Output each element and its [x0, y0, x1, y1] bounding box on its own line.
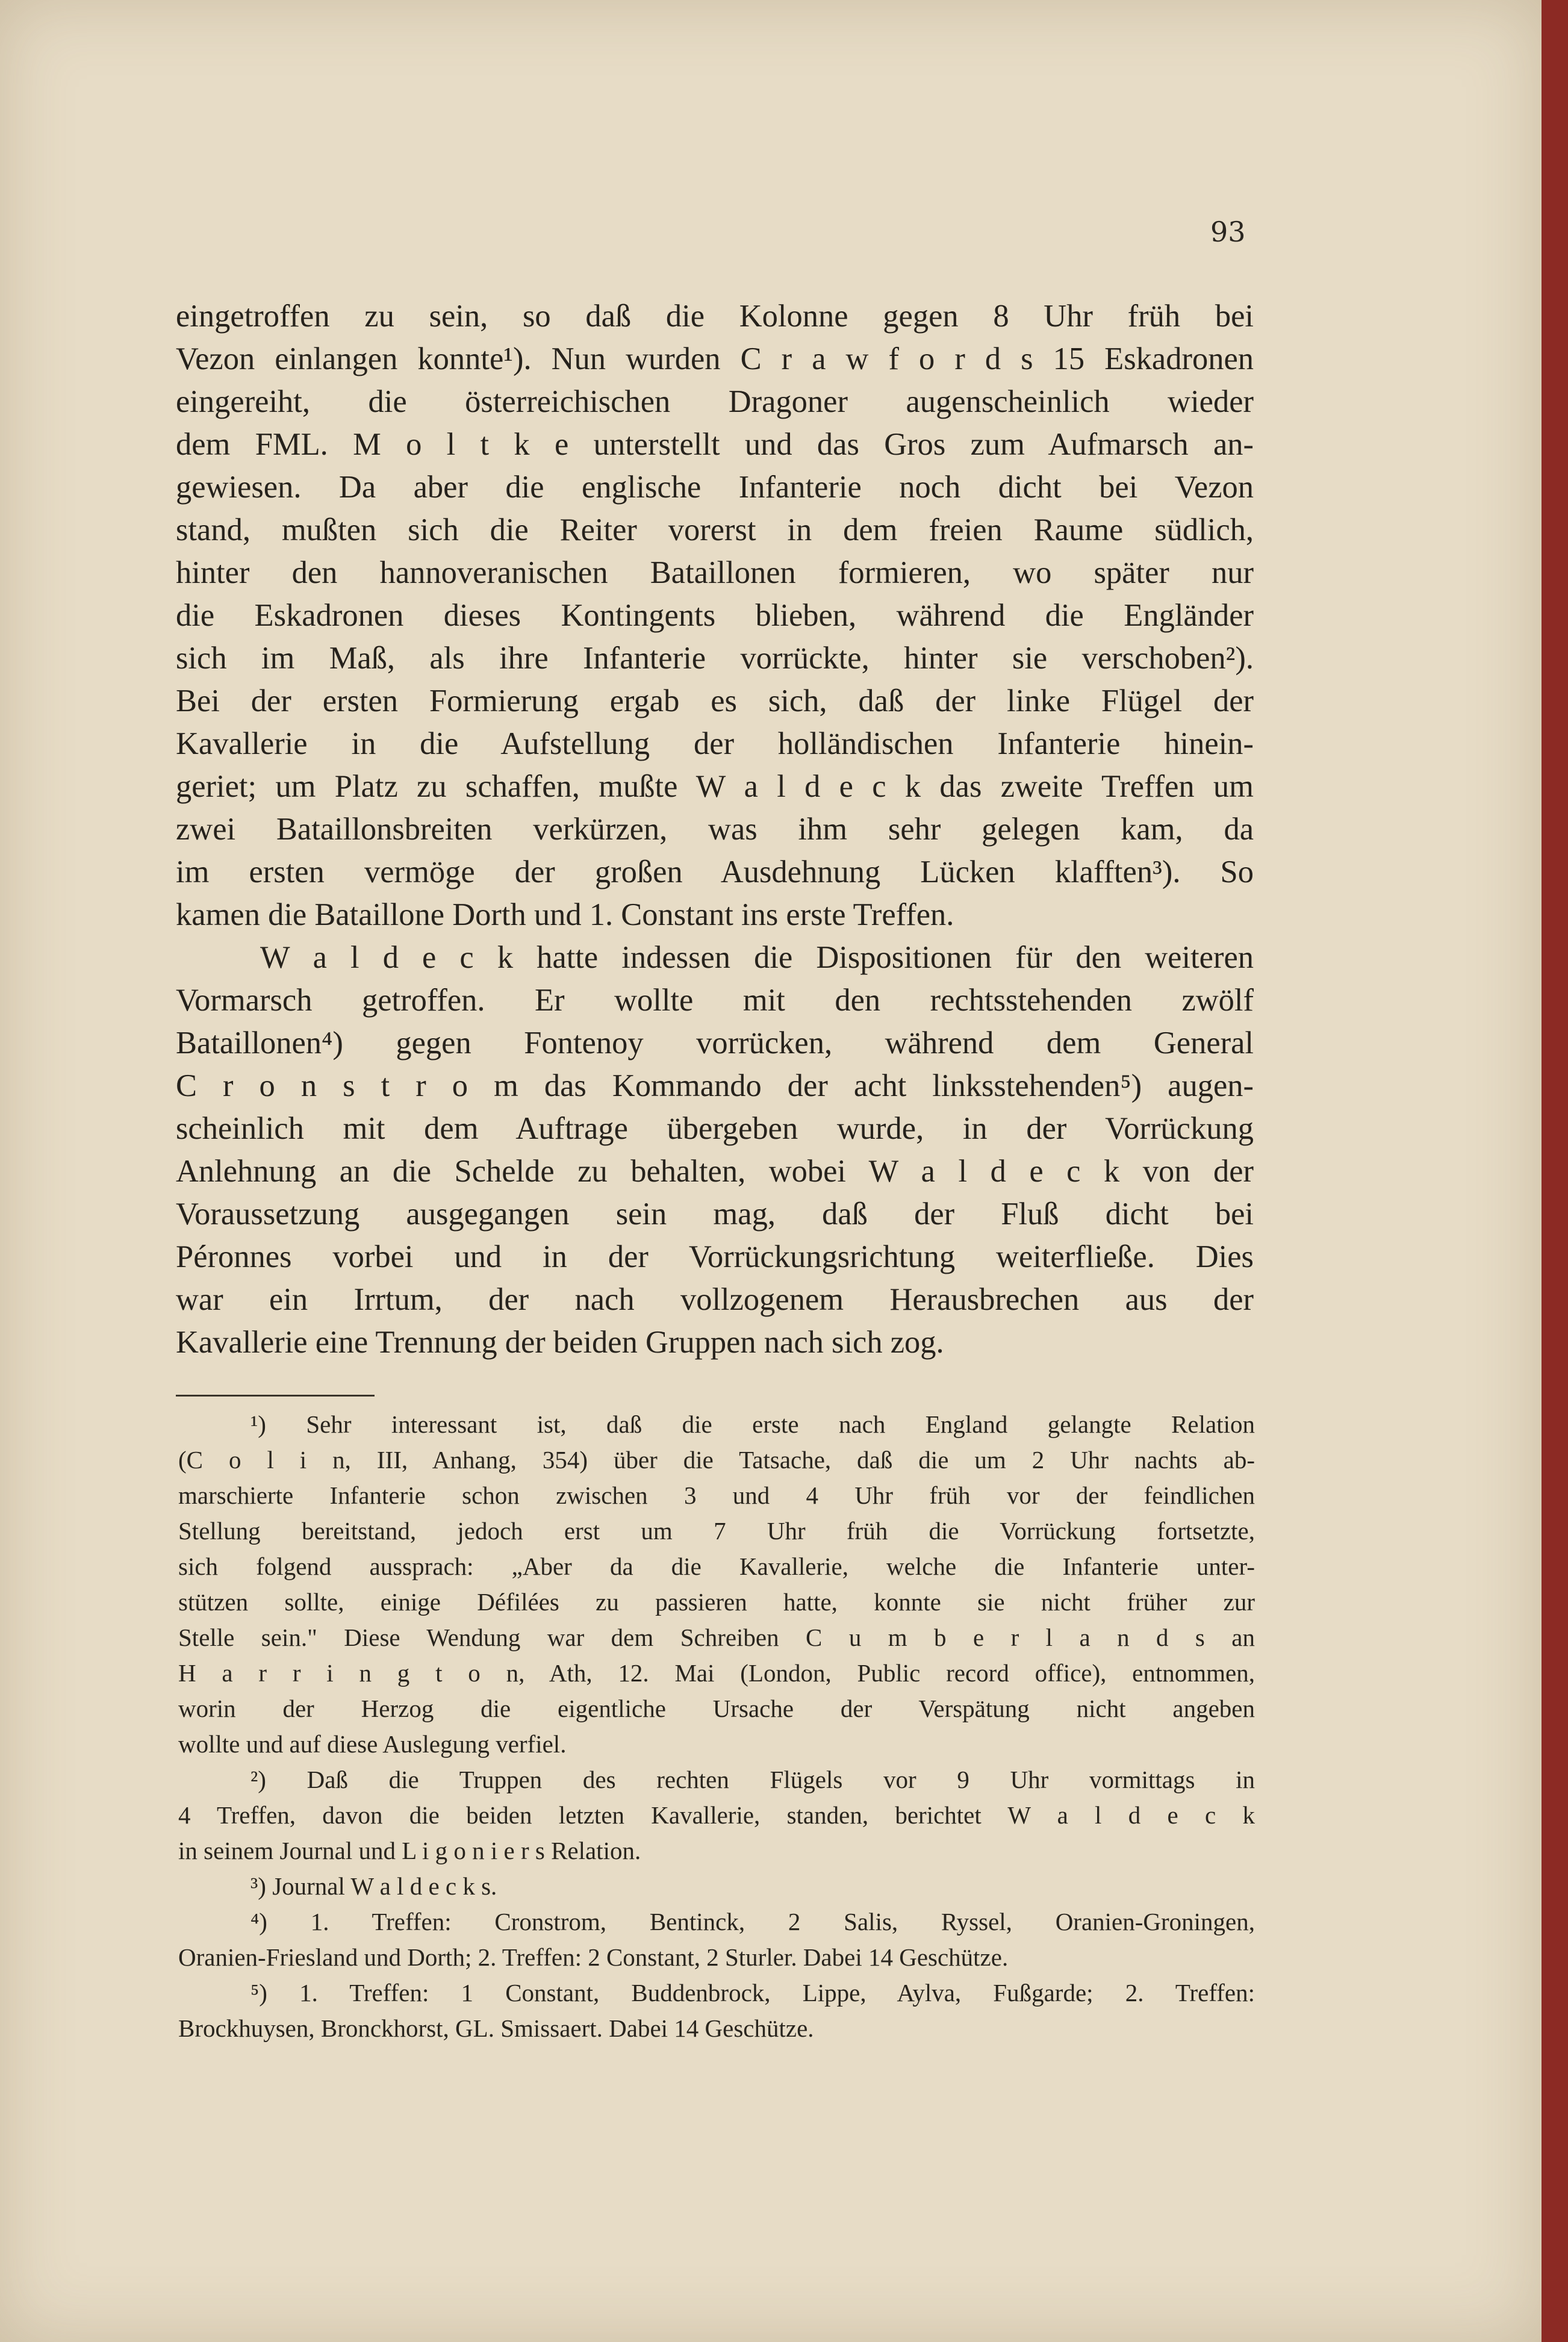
text-line: dem FML. M o l t k e unterstellt und das Gros zum Aufmarsch an-: [176, 427, 1254, 462]
page-number: 93: [1210, 216, 1246, 248]
text-line: eingereiht, die österreichischen Dragoner augenscheinlich wieder: [176, 384, 1254, 419]
text-line: scheinlich mit dem Auftrage übergeben wurde, in der Vorrückung: [176, 1111, 1254, 1146]
text-line: kamen die Bataillone Dorth und 1. Constant ins erste Treffen.: [176, 897, 954, 932]
footnote-line: Stelle sein." Diese Wendung war dem Schreiben C u m b e r l a n d s an: [178, 1624, 1255, 1651]
footnote-line: worin der Herzog die eigentliche Ursache der Verspätung nicht angeben: [178, 1695, 1255, 1722]
text-line: Bei der ersten Formierung ergab es sich, daß der linke Flügel der: [176, 684, 1254, 718]
footnote-line: wollte und auf diese Auslegung verfiel.: [178, 1730, 567, 1758]
text-line: war ein Irrtum, der nach vollzogenem Herausbrechen aus der: [176, 1282, 1254, 1317]
footnote-line: ⁵) 1. Treffen: 1 Constant, Buddenbrock, Lippe, Aylva, Fußgarde; 2. Treffen:: [250, 1979, 1255, 2007]
footnote-line: in seinem Journal und L i g o n i e r s Relation.: [178, 1837, 641, 1864]
footnote-line: marschierte Infanterie schon zwischen 3 und 4 Uhr früh vor der feindlichen: [178, 1481, 1255, 1509]
footnote-line: ²) Daß die Truppen des rechten Flügels vor 9 Uhr vormittags in: [250, 1766, 1255, 1793]
text-line: Péronnes vorbei und in der Vorrückungsrichtung weiterfließe. Dies: [176, 1239, 1254, 1274]
main-text: [176, 295, 1254, 1364]
footnote-line: 4 Treffen, davon die beiden letzten Kavallerie, standen, berichtet W a l d e c k: [178, 1801, 1255, 1829]
text-line: Kavallerie eine Trennung der beiden Gruppen nach sich zog.: [176, 1325, 944, 1360]
footnote-line: sich folgend aussprach: „Aber da die Kavallerie, welche die Infanterie unter-: [178, 1553, 1255, 1580]
text-line: Vezon einlangen konnte¹). Nun wurden C r a w f o r d s 15 Eskadronen: [176, 341, 1254, 376]
text-line: die Eskadronen dieses Kontingents blieben, während die Engländer: [176, 598, 1254, 633]
footnote-line: ⁴) 1. Treffen: Cronstrom, Bentinck, 2 Salis, Ryssel, Oranien-Groningen,: [250, 1908, 1255, 1936]
footnote-line: (C o l i n, III, Anhang, 354) über die Tatsache, daß die um 2 Uhr nachts ab-: [178, 1446, 1255, 1474]
text-line: W a l d e c k hatte indessen die Dispositionen für den weiteren: [260, 940, 1254, 975]
footnote-divider: [176, 1395, 375, 1397]
text-line: C r o n s t r o m das Kommando der acht linksstehenden⁵) augen-: [176, 1068, 1254, 1103]
footnote-line: ¹) Sehr interessant ist, daß die erste nach England gelangte Relation: [250, 1410, 1255, 1438]
book-edge: [1542, 0, 1568, 2342]
text-line: im ersten vermöge der großen Ausdehnung Lücken klafften³). So: [176, 855, 1254, 889]
footnote-line: H a r r i n g t o n, Ath, 12. Mai (London, Public record office), entnommen,: [178, 1659, 1255, 1687]
footnote-line: stützen sollte, einige Défilées zu passieren hatte, konnte sie nicht früher zur: [178, 1588, 1255, 1616]
footnotes: [178, 1407, 1255, 2046]
footnote-line: Brockhuysen, Bronckhorst, GL. Smissaert. Dabei 14 Geschütze.: [178, 2014, 814, 2042]
text-line: hinter den hannoveranischen Bataillonen formieren, wo später nur: [176, 555, 1254, 590]
footnote-line: Oranien-Friesland und Dorth; 2. Treffen: 2 Constant, 2 Sturler. Dabei 14 Geschütze.: [178, 1943, 1009, 1971]
text-line: sich im Maß, als ihre Infanterie vorrückte, hinter sie verschoben²).: [176, 641, 1254, 676]
text-line: gewiesen. Da aber die englische Infanterie noch dicht bei Vezon: [176, 470, 1254, 505]
text-line: Anlehnung an die Schelde zu behalten, wobei W a l d e c k von der: [176, 1154, 1254, 1189]
text-line: Bataillonen⁴) gegen Fontenoy vorrücken, während dem General: [176, 1026, 1254, 1060]
text-line: eingetroffen zu sein, so daß die Kolonne gegen 8 Uhr früh bei: [176, 299, 1254, 334]
text-line: stand, mußten sich die Reiter vorerst in dem freien Raume südlich,: [176, 512, 1254, 547]
text-line: geriet; um Platz zu schaffen, mußte W a l d e c k das zweite Treffen um: [176, 769, 1254, 804]
text-line: Vormarsch getroffen. Er wollte mit den rechtsstehenden zwölf: [176, 983, 1254, 1018]
footnote-line: ³) Journal W a l d e c k s.: [250, 1872, 497, 1900]
text-line: zwei Bataillonsbreiten verkürzen, was ihm sehr gelegen kam, da: [176, 812, 1254, 847]
text-line: Voraussetzung ausgegangen sein mag, daß der Fluß dicht bei: [176, 1197, 1254, 1232]
text-line: Kavallerie in die Aufstellung der holländischen Infanterie hinein-: [176, 726, 1254, 761]
footnote-line: Stellung bereitstand, jedoch erst um 7 Uhr früh die Vorrückung fortsetzte,: [178, 1517, 1255, 1545]
